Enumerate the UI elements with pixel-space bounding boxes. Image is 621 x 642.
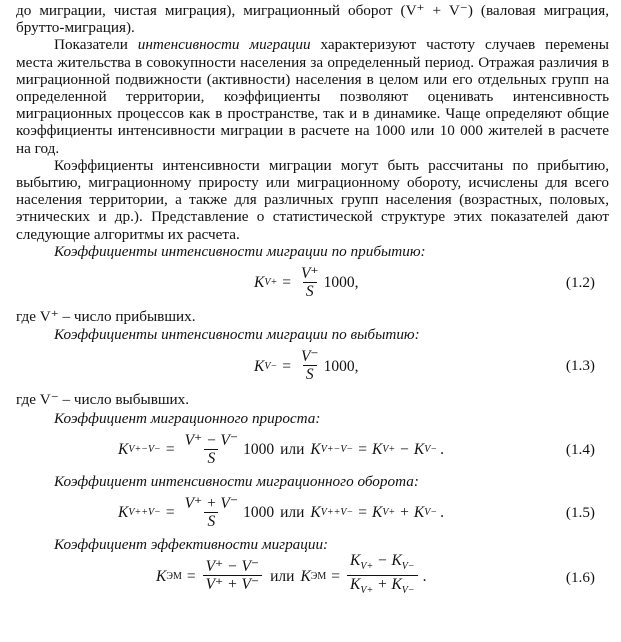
multiplier: 1000 <box>323 274 355 292</box>
equals-sign: = <box>186 567 196 585</box>
fraction-denominator: V⁺ + V⁻ <box>203 575 263 594</box>
equation-number: (1.3) <box>565 357 595 375</box>
formula-1-6 <box>16 553 609 603</box>
where-arrivals: где V⁺ – число прибывших. <box>16 308 196 326</box>
k-symbol: K <box>371 504 383 522</box>
formula-1-5-body <box>118 493 444 533</box>
equals-sign: = <box>358 504 367 522</box>
k-subscript: V+ <box>382 444 396 456</box>
or-word: или <box>270 567 295 585</box>
paragraph-intensity <box>16 36 609 156</box>
fraction-denominator: S <box>303 282 317 301</box>
k-symbol: K <box>254 357 265 375</box>
formula-1-2 <box>16 260 609 306</box>
k-subscript: ЭМ <box>166 570 182 582</box>
or-word: или <box>280 504 305 522</box>
formula-1-3 <box>16 343 609 389</box>
equals-sign: = <box>331 567 341 585</box>
plus-sign: + <box>377 576 388 594</box>
k-subscript: V− <box>264 360 278 372</box>
k-subscript: V+−V− <box>128 444 161 456</box>
equation-number: (1.2) <box>565 274 595 292</box>
k-subscript: ЭМ <box>310 570 327 582</box>
k-symbol: K <box>391 552 402 570</box>
k-symbol: K <box>254 274 265 292</box>
section-title-turnover: Коэффициент интенсивности миграционного оборота: <box>54 472 419 490</box>
paragraph-intensity-start: Показатели <box>54 36 138 54</box>
k-symbol: K <box>156 567 167 585</box>
k-symbol: K <box>300 567 311 585</box>
fraction-k <box>347 552 418 600</box>
paragraph-intensity-rest: характеризуют частоту случаев перемены места жительства в совокупности населения за определенный период. Отражая различия в миграционной подвижности (активности) населения в целом или его отдельных групп на определенной территории, коэффициенты позволяют оценивать интенсивность миграционных процессов как в пространстве, так и в динамике. Чаще определяют общие коэффициенты интенсивности миграции в расчете на 1000 или 10 000 жителей в расчете на год. <box>16 36 609 157</box>
k-symbol: K <box>413 504 425 522</box>
equals-sign: = <box>165 504 175 522</box>
fraction <box>298 348 322 384</box>
formula-1-4-body <box>118 430 444 470</box>
k-subscript: V+ <box>382 507 396 519</box>
section-title-arrival: Коэффициенты интенсивности миграции по прибытию: <box>54 242 426 260</box>
multiplier: 1000 <box>323 357 355 375</box>
k-symbol: K <box>350 552 361 570</box>
fraction-denominator: S <box>303 365 317 384</box>
equals-sign: = <box>282 357 291 375</box>
period: . <box>440 504 444 522</box>
fraction <box>203 558 263 594</box>
paragraph-intro: до миграции, чистая миграция), миграционный оборот (V⁺ + V⁻) (валовая миграция, брутто-миграция). <box>16 2 609 37</box>
period: . <box>422 567 427 585</box>
k-symbol: K <box>310 504 321 522</box>
fraction <box>182 495 242 531</box>
multiplier: 1000 <box>243 441 275 459</box>
fraction-numerator: V⁺ − V⁻ <box>184 431 239 449</box>
fraction <box>182 432 242 468</box>
k-subscript: V+−V− <box>320 444 354 456</box>
k-symbol: K <box>413 441 425 459</box>
where-departures: где V⁻ – число выбывших. <box>16 391 190 409</box>
k-subscript: V++V− <box>320 507 354 519</box>
plus-sign: + <box>400 504 409 522</box>
equals-sign: = <box>358 441 367 459</box>
k-symbol: K <box>118 441 129 459</box>
equation-number: (1.6) <box>565 569 595 587</box>
fraction-denominator <box>347 575 418 600</box>
section-title-net-growth: Коэффициент миграционного прироста: <box>54 409 321 427</box>
formula-1-3-body <box>254 346 358 386</box>
equals-sign: = <box>165 441 175 459</box>
k-symbol: K <box>118 504 129 522</box>
section-title-efficiency: Коэффициент эффективности миграции: <box>54 536 329 554</box>
k-symbol: K <box>350 576 361 594</box>
k-symbol: K <box>310 441 321 459</box>
formula-1-6-body <box>156 552 427 597</box>
k-symbol: K <box>391 576 402 594</box>
formula-1-4 <box>16 427 609 473</box>
k-subscript: V− <box>401 561 415 573</box>
k-subscript: V− <box>424 507 438 519</box>
fraction-denominator: S <box>204 512 218 531</box>
fraction <box>298 265 322 301</box>
equals-sign: = <box>282 274 291 292</box>
equation-number: (1.4) <box>565 440 595 458</box>
comma: , <box>354 274 359 292</box>
k-subscript: V− <box>424 444 438 456</box>
fraction-numerator <box>347 552 418 575</box>
k-subscript: V− <box>401 585 415 597</box>
or-word: или <box>280 441 305 459</box>
k-subscript: V++V− <box>128 507 161 519</box>
formula-1-5 <box>16 490 609 536</box>
fraction-numerator: V⁺ <box>300 265 319 283</box>
minus-sign: − <box>377 552 388 570</box>
multiplier: 1000 <box>243 504 275 522</box>
paragraph-algorithms: Коэффициенты интенсивности миграции могут быть рассчитаны по прибытию, выбытию, миграционному приросту или миграционному обороту, исчислены для всего населения территории, а также для различных групп населения (возрастных, половых, этнических и др.). Представление о статистической структуре этих показателей дают следующие алгоритмы их расчета. <box>16 156 609 243</box>
period: . <box>440 441 444 459</box>
k-symbol: K <box>371 441 383 459</box>
fraction-denominator: S <box>204 449 218 468</box>
equation-number: (1.5) <box>565 504 595 522</box>
minus-sign: − <box>400 441 409 459</box>
fraction-numerator: V⁺ + V⁻ <box>184 495 239 513</box>
k-subscript: V+ <box>360 585 374 597</box>
fraction-numerator: V⁺ − V⁻ <box>205 558 260 576</box>
formula-1-2-body <box>254 263 358 303</box>
term-migration-intensity: интенсивности миграции <box>137 36 311 54</box>
k-subscript: V+ <box>360 561 374 573</box>
comma: , <box>354 357 359 375</box>
section-title-departure: Коэффициенты интенсивности миграции по выбытию: <box>54 326 420 344</box>
k-subscript: V+ <box>264 277 278 289</box>
fraction-numerator: V⁻ <box>300 348 319 366</box>
